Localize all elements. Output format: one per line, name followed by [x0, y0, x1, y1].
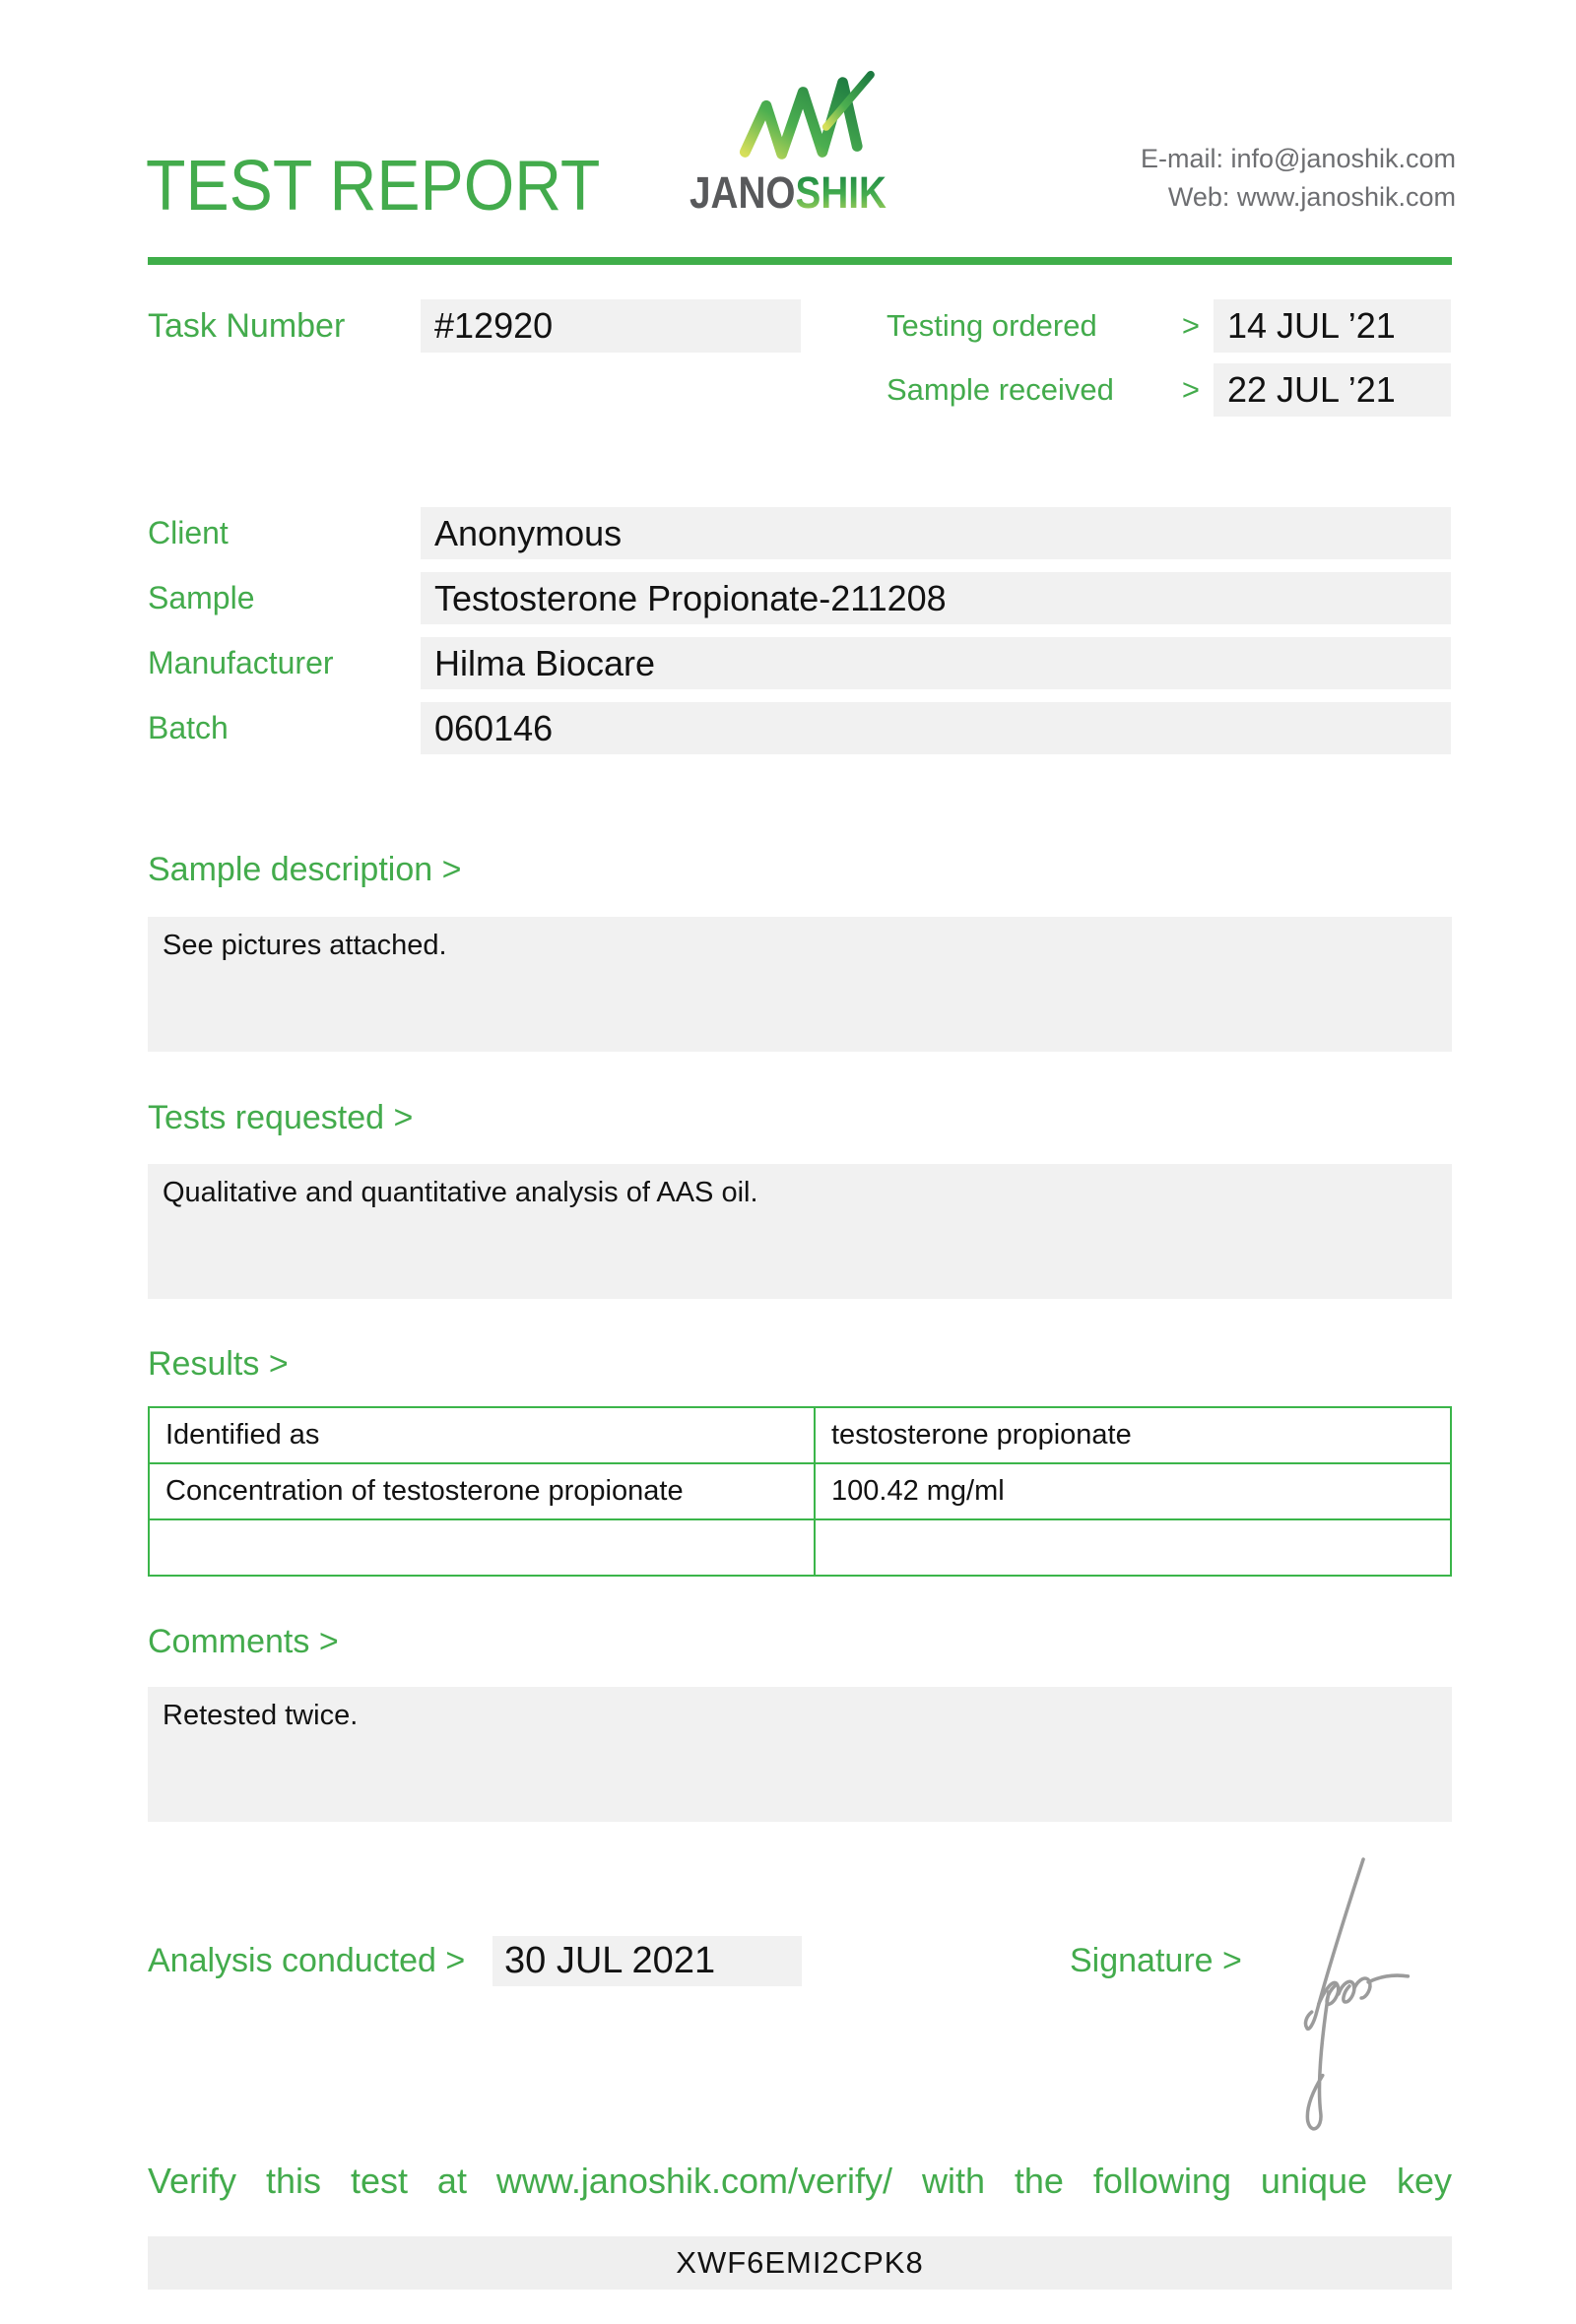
- arrow-icon: >: [1181, 372, 1200, 407]
- table-cell: Concentration of testosterone propionate: [149, 1463, 815, 1519]
- sample-description-box: [148, 917, 1452, 1052]
- tests-requested-content: Qualitative and quantitative analysis of AAS oil.: [163, 1177, 758, 1208]
- info-label-manufacturer: Manufacturer: [148, 645, 334, 680]
- sample-received-date: 22 JUL ’21: [1227, 369, 1396, 410]
- header-divider: [148, 257, 1452, 265]
- sample-description-content: See pictures attached.: [163, 930, 447, 961]
- info-row: [421, 572, 1451, 624]
- info-row: [421, 637, 1451, 689]
- table-cell: testosterone propionate: [815, 1407, 1451, 1463]
- results-table: [148, 1406, 1452, 1577]
- signature-scribble: [1269, 1853, 1438, 2141]
- info-value-client: Anonymous: [434, 513, 623, 553]
- info-label-client: Client: [148, 515, 229, 550]
- analysis-date-box: [492, 1936, 802, 1986]
- info-value-batch: 060146: [434, 708, 554, 748]
- section-title-results: Results >: [148, 1345, 289, 1383]
- analysis-date: 30 JUL 2021: [504, 1940, 716, 1981]
- verify-text: Verify this test at www.janoshik.com/verify/ with the following unique key: [148, 2161, 1452, 2201]
- sample-received-box: [1214, 363, 1451, 417]
- contact-block: [1141, 140, 1456, 217]
- page-title: TEST REPORT: [146, 147, 601, 226]
- info-label-batch: Batch: [148, 710, 229, 745]
- info-value-manufacturer: Hilma Biocare: [434, 643, 656, 683]
- info-row: [421, 702, 1451, 754]
- table-row: [149, 1463, 1451, 1519]
- testing-ordered-date: 14 JUL ’21: [1227, 305, 1396, 346]
- section-title-tests-requested: Tests requested >: [148, 1099, 414, 1136]
- contact-web: Web: www.janoshik.com: [1167, 182, 1456, 212]
- table-row: [149, 1519, 1451, 1576]
- table-cell: Identified as: [149, 1407, 815, 1463]
- table-row: [149, 1407, 1451, 1463]
- tests-requested-box: [148, 1164, 1452, 1299]
- table-cell: [149, 1519, 815, 1576]
- testing-ordered-label: Testing ordered: [886, 308, 1097, 343]
- unique-key: XWF6EMI2CPK8: [676, 2245, 924, 2280]
- info-label-sample: Sample: [148, 580, 255, 615]
- sample-received-row: [886, 363, 1200, 417]
- analysis-conducted-label: Analysis conducted >: [148, 1942, 466, 1979]
- sample-received-label: Sample received: [886, 372, 1114, 407]
- task-number-box: [421, 299, 801, 353]
- testing-ordered-row: [886, 299, 1200, 353]
- testing-ordered-box: [1214, 299, 1451, 353]
- comments-box: [148, 1687, 1452, 1822]
- brand-wordmark: [665, 167, 910, 219]
- section-title-sample-description: Sample description >: [148, 851, 462, 888]
- task-number-value: #12920: [434, 305, 554, 346]
- unique-key-box: [148, 2236, 1452, 2290]
- section-title-comments: Comments >: [148, 1623, 339, 1660]
- info-value-sample: Testosterone Propionate-211208: [434, 578, 947, 618]
- info-row: [421, 507, 1451, 559]
- comments-content: Retested twice.: [163, 1700, 359, 1731]
- table-cell: 100.42 mg/ml: [815, 1463, 1451, 1519]
- arrow-icon: >: [1181, 308, 1200, 343]
- contact-email: E-mail: info@janoshik.com: [1140, 144, 1456, 173]
- brand-wordmark-shik: SHIK: [795, 167, 886, 218]
- growth-chart-icon: [731, 67, 900, 173]
- brand-wordmark-jano: JANO: [689, 167, 796, 218]
- signature-label: Signature >: [1070, 1942, 1242, 1979]
- table-cell: [815, 1519, 1451, 1576]
- task-number-label: Task Number: [148, 307, 346, 345]
